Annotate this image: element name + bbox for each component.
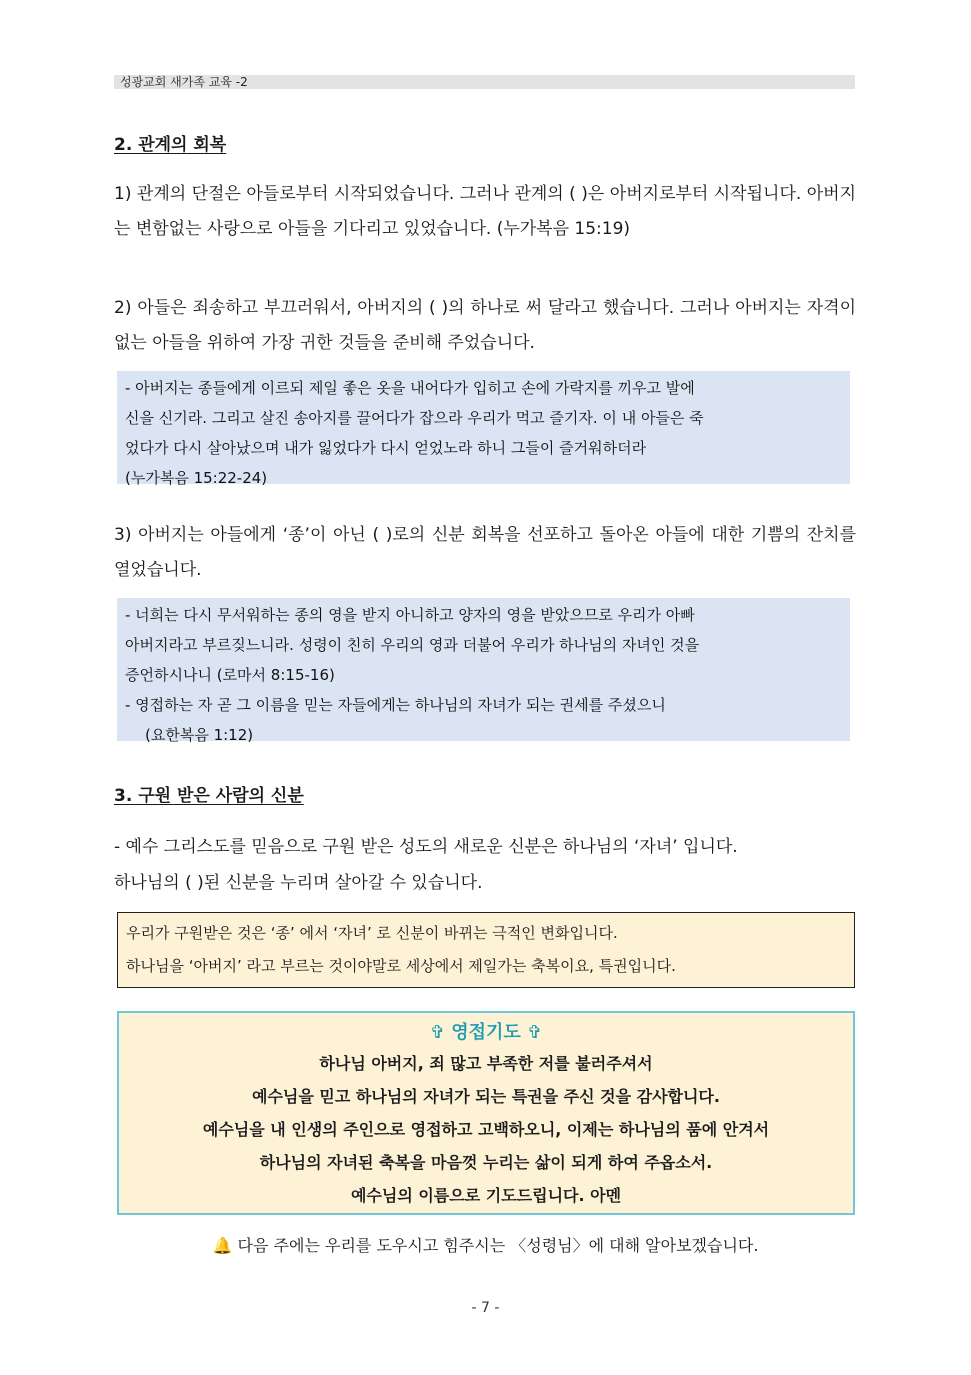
section-3-title: 3. 구원 받은 사람의 신분 (114, 786, 304, 806)
document-header: 성광교회 새가족 교육 -2 (114, 75, 855, 89)
section-2-paragraph-1: 1) 관계의 단절은 아들로부터 시작되었습니다. 그러나 관계의 ( )은 아버지로부터 시작됩니다. 아버지는 변함없는 사랑으로 아들을 기다리고 있었습니다. (누가복음 15:19) (114, 184, 856, 239)
prayer-line: 예수님을 내 인생의 주인으로 영접하고 고백하오니, 이제는 하나님의 품에 안겨서 (202, 1120, 770, 1139)
section-2-title: 2. 관계의 회복 (114, 135, 227, 155)
key-point-line: 하나님을 ‘아버지’ 라고 부르는 것이야말로 세상에서 제일가는 축복이요, 특권입니다. (126, 957, 676, 975)
prayer-line: 예수님의 이름으로 기도드립니다. 아멘 (350, 1186, 622, 1205)
key-point-line: 우리가 구원받은 것은 ‘종’ 에서 ‘자녀’ 로 신분이 바뀌는 극적인 변화입니다. (126, 924, 618, 942)
prayer-line: 예수님을 믿고 하나님의 자녀가 되는 특권을 주신 것을 감사합니다. (252, 1087, 720, 1106)
quote-line: 었다가 다시 살아났으며 내가 잃었다가 다시 얻었노라 하니 그들이 즐거워하더라 (125, 439, 647, 457)
prayer-line: 하나님 아버지, 죄 많고 부족한 저를 불러주셔서 (319, 1054, 653, 1073)
page-number: - 7 - (471, 1300, 500, 1316)
quote-line: 신을 신기라. 그리고 살진 송아지를 끌어다가 잡으라 우리가 먹고 즐기자. 이 내 아들은 죽 (125, 409, 704, 427)
section-2-paragraph-3: 3) 아버지는 아들에게 ‘종’이 아닌 ( )로의 신분 회복을 선포하고 돌아온 아들에 대한 기쁨의 잔치를 열었습니다. (114, 525, 856, 580)
quote-line: - 너희는 다시 무서워하는 종의 영을 받지 아니하고 양자의 영을 받았으므로 우리가 아빠 (125, 606, 695, 624)
section-2-paragraph-2: 2) 아들은 죄송하고 부끄러워서, 아버지의 ( )의 하나로 써 달라고 했습니다. 그러나 아버지는 자격이 없는 아들을 위하여 가장 귀한 것들을 준비해 주었습니다. (114, 298, 856, 353)
quote-line: (요한복음 1:12) (145, 726, 254, 744)
section-3-paragraph-2: 하나님의 ( )된 신분을 누리며 살아갈 수 있습니다. (114, 873, 483, 893)
next-week-note: 🔔 다음 주에는 우리를 도우시고 힘주시는 〈성령님〉에 대해 알아보겠습니다. (212, 1236, 759, 1255)
quote-line: 아버지라고 부르짖느니라. 성령이 친히 우리의 영과 더불어 우리가 하나님의 자녀인 것을 (125, 636, 700, 654)
prayer-title: ✞ 영접기도 ✞ (429, 1022, 543, 1043)
scripture-quote-romans-john (117, 598, 850, 744)
key-point-box (117, 912, 855, 988)
quote-line: - 아버지는 종들에게 이르되 제일 좋은 옷을 내어다가 입히고 손에 가락지를 끼우고 발에 (125, 379, 695, 397)
quote-line: - 영접하는 자 곧 그 이름을 믿는 자들에게는 하나님의 자녀가 되는 권세를 주셨으니 (125, 696, 666, 714)
prayer-box (117, 1011, 855, 1215)
section-3-paragraph-1: - 예수 그리스도를 믿음으로 구원 받은 성도의 새로운 신분은 하나님의 ‘자녀’ 입니다. (114, 837, 738, 857)
scripture-quote-luke (117, 371, 850, 487)
prayer-line: 하나님의 자녀된 축복을 마음껏 누리는 삶이 되게 하여 주옵소서. (259, 1153, 713, 1172)
quote-line: 증언하시나니 (로마서 8:15-16) (125, 666, 335, 684)
quote-line: (누가복음 15:22-24) (125, 469, 268, 487)
